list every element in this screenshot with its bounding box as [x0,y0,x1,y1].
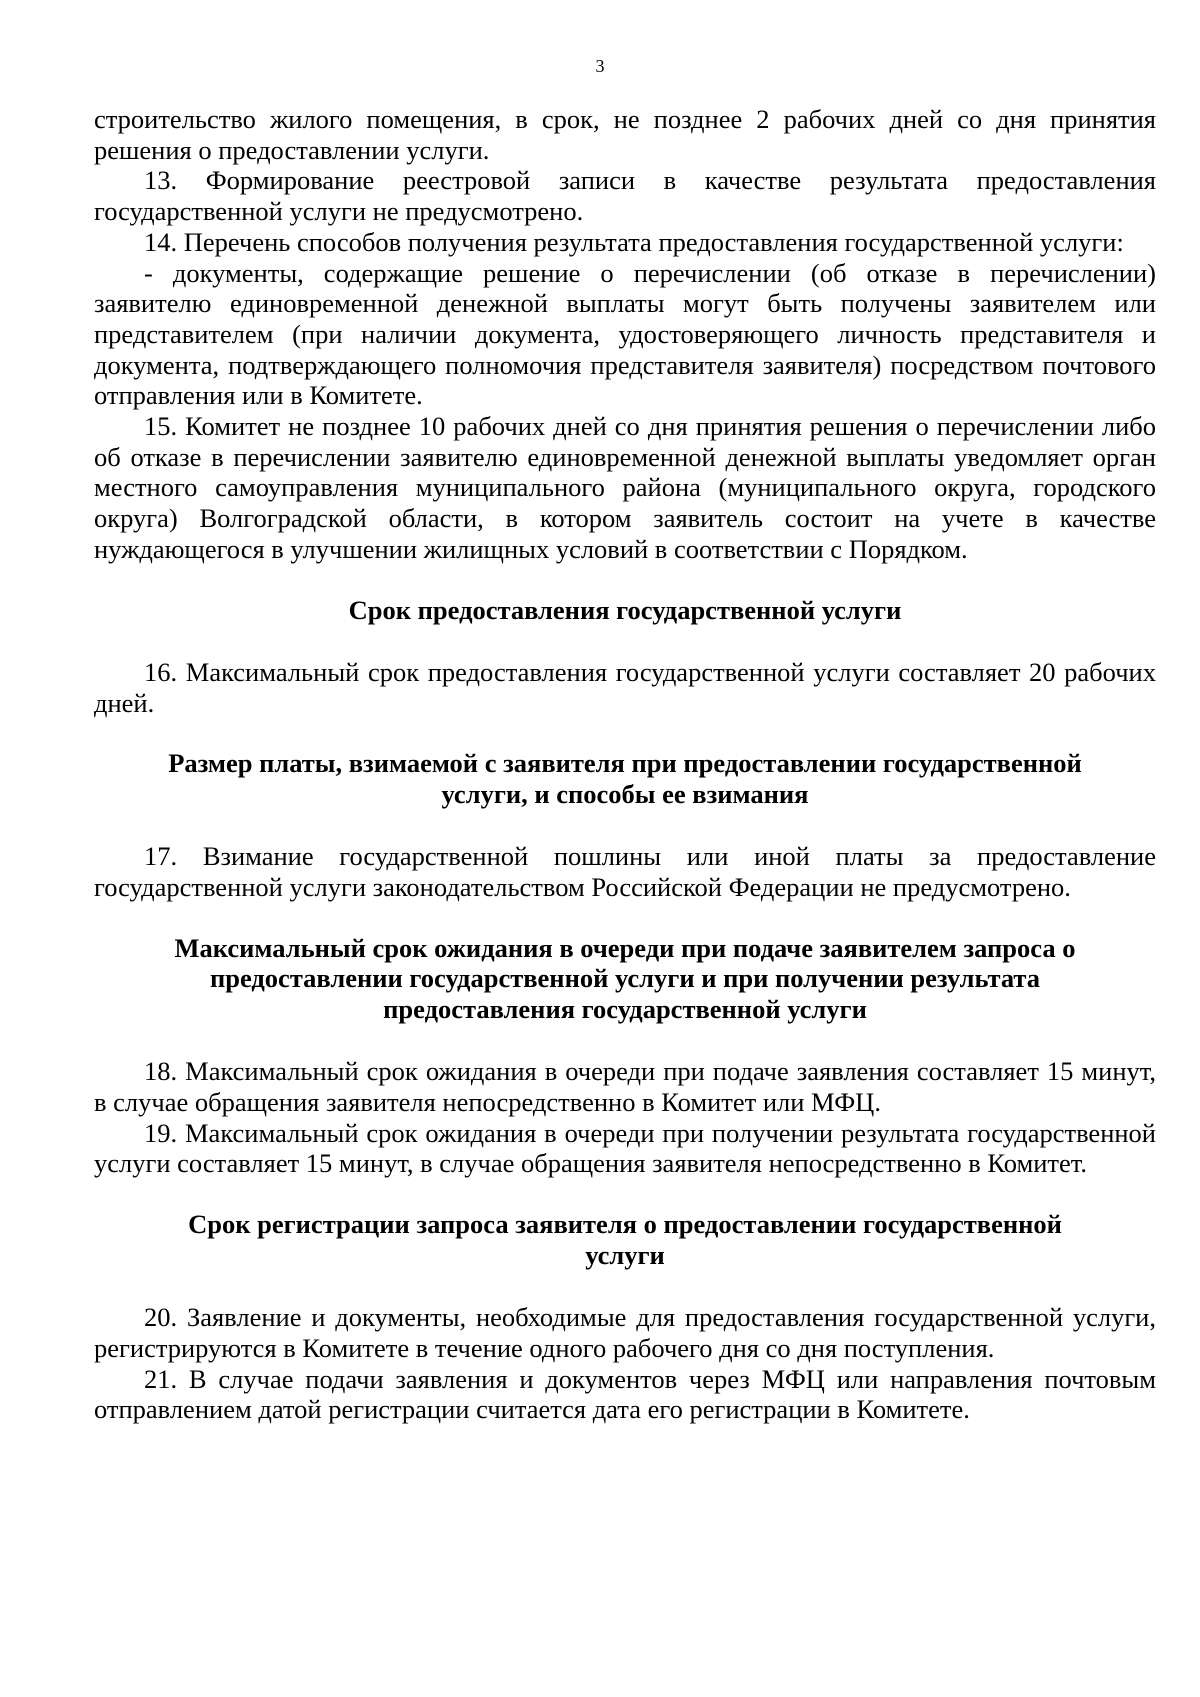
spacer [94,1179,1156,1209]
paragraph: 18. Максимальный срок ожидания в очереди при подаче заявления составляет 15 минут, в случае обращения заявителя непосредственно в Комитет или МФЦ. [94,1056,1156,1118]
paragraph: 17. Взимание государственной пошлины или иной платы за предоставление государственной услуги законодательством Российской Федерации не предусмотрено. [94,841,1156,903]
spacer [94,1024,1156,1056]
spacer [94,718,1156,748]
document-body [94,104,1156,1425]
paragraph: строительство жилого помещения, в срок, не позднее 2 рабочих дней со дня принятия решения о предоставлении услуги. [94,104,1156,165]
section-heading: Срок регистрации запроса заявителя о предоставлении государственной услуги [188,1209,1062,1270]
page-number: 3 [595,56,605,76]
paragraph: 15. Комитет не позднее 10 рабочих дней со дня принятия решения о перечислении либо об отказе в перечислении заявителю единовременной денежной выплаты уведомляет орган местного самоуправления муниципального района (муниципального округа, городского округа) Волгоградской области, в котором заявитель состоит на учете в качестве нуждающегося в улучшении жилищных условий в соответствии с Порядком. [94,411,1156,564]
paragraph: 13. Формирование реестровой записи в качестве результата предоставления государственной услуги не предусмотрено. [94,165,1156,227]
spacer [94,809,1156,841]
spacer [94,903,1156,933]
spacer [94,625,1156,657]
spacer [94,565,1156,595]
paragraph: 14. Перечень способов получения результата предоставления государственной услуги: [144,226,1124,257]
paragraph: 20. Заявление и документы, необходимые для предоставления государственной услуги, регистрируются в Комитете в течение одного рабочего дня со дня поступления. [94,1302,1156,1363]
section-heading: Размер платы, взимаемой с заявителя при предоставлении государственной услуги, и способы ее взимания [168,748,1082,809]
paragraph: - документы, содержащие решение о перечислении (об отказе в перечислении) заявителю единовременной денежной выплаты могут быть получены заявителем или представителем (при наличии документа, удостоверяющего личность представителя и документа, подтверждающего полномочия представителя заявителя) посредством почтового отправления или в Комитете. [94,257,1156,411]
section-heading: Максимальный срок ожидания в очереди при подаче заявителем запроса о предоставлении государственной услуги и при получении результата предоставления государственной услуги [174,932,1076,1024]
paragraph: 16. Максимальный срок предоставления государственной услуги составляет 20 рабочих дней. [94,657,1156,718]
paragraph: 19. Максимальный срок ожидания в очереди при получении результата государственной услуги составляет 15 минут, в случае обращения заявителя непосредственно в Комитет. [94,1117,1156,1179]
spacer [94,1270,1156,1302]
section-heading: Срок предоставления государственной услуги [348,594,902,625]
paragraph: 21. В случае подачи заявления и документов через МФЦ или направления почтовым отправлением датой регистрации считается дата его регистрации в Комитете. [94,1363,1156,1425]
